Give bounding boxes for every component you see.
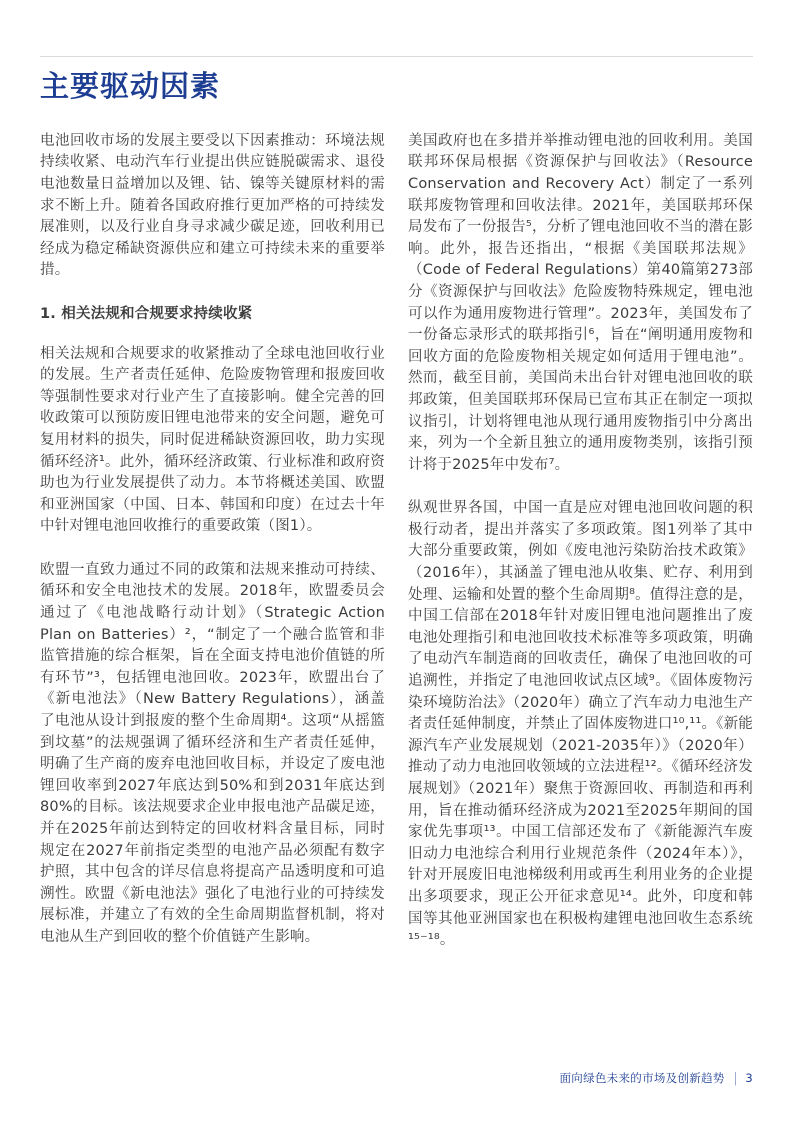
footer-report-title: 面向绿色未来的市场及创新趋势 <box>559 1071 725 1085</box>
regulations-overview-paragraph: 相关法规和合规要求的收紧推动了全球电池回收行业的发展。生产者责任延伸、危险废物管理和报废回收等强制性要求对行业产生了直接影响。健全完善的回收政策可以预防废旧锂电池带来的安全问题，避免可复用材料的损失，同时促进稀缺资源回收，助力实现循环经济¹。此外，循环经济政策、行业标准和政府资助也为行业发展提供了动力。本节将概述美国、欧盟和亚洲国家（中国、日本、韩国和印度）在过去十年中针对锂电池回收推行的重要政策（图1）。 <box>40 345 385 535</box>
header-rule <box>40 56 753 57</box>
page-title: 主要驱动因素 <box>40 69 221 103</box>
page-footer <box>559 1070 753 1086</box>
intro-paragraph: 电池回收市场的发展主要受以下因素推动：环境法规持续收紧、电动汽车行业提出供应链脱碳需求、退役电池数量日益增加以及锂、钴、镍等关键原材料的需求不断上升。随着各国政府推行更加严格的可持续发展准则，以及行业自身寻求减少碳足迹，回收利用已经成为稳定稀缺资源供应和建立可持续未来的重要举措。 <box>40 132 385 279</box>
page-number: 3 <box>745 1071 753 1085</box>
section-heading-regulations: 1. 相关法规和合规要求持续收紧 <box>40 305 253 322</box>
footer-divider: | <box>733 1070 737 1086</box>
right-column <box>408 131 753 974</box>
us-policy-paragraph: 美国政府也在多措并举推动锂电池的回收利用。美国联邦环保局根据《资源保护与回收法》（Resource Conservation and Recovery Act）制定了一系列联邦废物管理和回收法律。2021年，美国联邦环保局发布了一份报告⁵，分析了锂电池回收不当的潜在影响。此外，报告还指出，“根据《美国联邦法规》（Code of Federal Regulations）第40篇第273部分《资源保护与回收法》危险废物特殊规定，锂电池可以作为通用废物进行管理”。2023年，美国发布了一份备忘录形式的联邦指引⁶，旨在“阐明通用废物和回收方面的危险废物相关规定如何适用于锂电池”。然而，截至目前，美国尚未出台针对锂电池回收的联邦政策，但美国联邦环保局已宣布其正在制定一项拟议指引，计划将锂电池从现行通用废物指引中分离出来，列为一个全新且独立的通用废物类别，该指引预计将于2025年中发布⁷。 <box>408 132 753 473</box>
text-columns <box>40 131 753 974</box>
china-asia-policy-paragraph: 纵观世界各国，中国一直是应对锂电池回收问题的积极行动者，提出并落实了多项政策。图1列举了其中大部分重要政策，例如《废电池污染防治技术政策》（2016年），其涵盖了锂电池从收集、贮存、利用到处理、运输和处置的整个生命周期⁸。值得注意的是，中国工信部在2018年针对废旧锂电池问题推出了废电池处理指引和电池回收技术标准等多项政策，明确了电动汽车制造商的回收责任，确保了电池回收的可追溯性，并指定了电池回收试点区域⁹。《固体废物污染环境防治法》（2020年）确立了汽车动力电池生产者责任延伸制度，并禁止了固体废物进口¹⁰,¹¹。《新能源汽车产业发展规划（2021-2035年）》（2020年）推动了动力电池回收领域的立法进程¹²。《循环经济发展规划》（2021年）聚焦于资源回收、再制造和再利用，旨在推动循环经济成为2021至2025年期间的国家优先事项¹³。中国工信部还发布了《新能源汽车废旧动力电池综合利用行业规范条件（2024年本）》，针对开展废旧电池梯级利用或再生利用业务的企业提出多项要求，现正公开征求意见¹⁴。此外，印度和韩国等其他亚洲国家也在积极构建锂电池回收生态系统¹⁵⁻¹⁸。 <box>408 500 754 949</box>
eu-policy-paragraph: 欧盟一直致力通过不同的政策和法规来推动可持续、循环和安全电池技术的发展。2018年，欧盟委员会通过了《电池战略行动计划》（Strategic Action Plan on Batteries）²，“制定了一个融合监管和非监管措施的综合框架，旨在全面支持电池价值链的所有环节”³，包括锂电池回收。2023年，欧盟出台了《新电池法》（New Battery Regulations），涵盖了电池从设计到报废的整个生命周期⁴。这项“从摇篮到坟墓”的法规强调了循环经济和生产者责任延伸，明确了生产商的废弃电池回收目标，并设定了废电池锂回收率到2027年底达到50%和到2031年底达到80%的目标。该法规要求企业申报电池产品碳足迹，并在2025年前达到特定的回收材料含量目标，同时规定在2027年前指定类型的电池产品必须配有数字护照，其中包含的详尽信息将提高产品透明度和可追溯性。欧盟《新电池法》强化了电池行业的可持续发展标准，并建立了有效的全生命周期监督机制，将对电池从生产到回收的整个价值链产生影响。 <box>40 561 385 945</box>
left-column <box>40 131 385 974</box>
page-content <box>0 56 793 974</box>
